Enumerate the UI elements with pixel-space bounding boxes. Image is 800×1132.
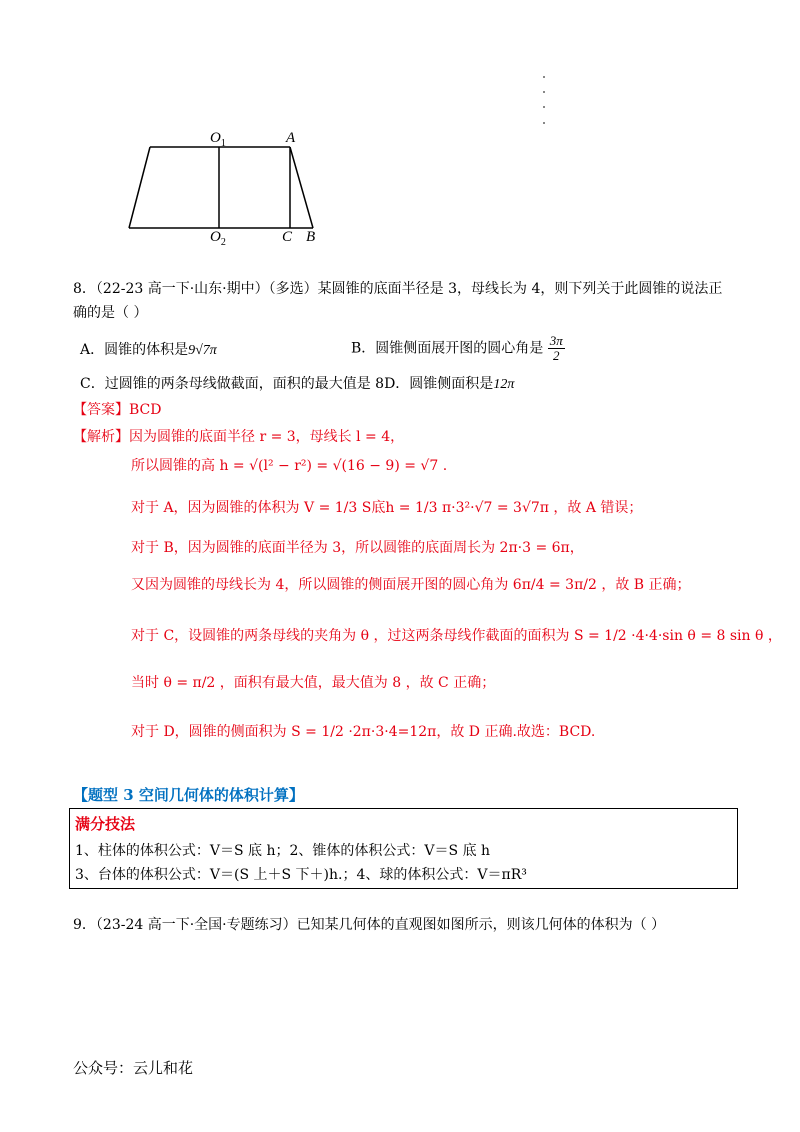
q8-number: 8． — [73, 281, 96, 297]
analysis-label: 【解析】 — [73, 429, 129, 445]
q8-option-c[interactable]: C．过圆锥的两条母线做截面，面积的最大值是 8 — [80, 376, 385, 392]
answer-label: 【答案】 — [73, 402, 129, 418]
analysis-line1: 【解析】因为圆锥的底面半径 r = 3，母线长 l = 4， — [73, 429, 405, 445]
q9-text: （23-24 高一下·全国·专题练习）已知某几何体的直观图如图所示，则该几何体的体积为（ ） — [95, 917, 666, 933]
q9-line — [73, 915, 665, 935]
q8-stem: 某圆锥的底面半径是 3，母线长为 4，则下列关于此圆锥的说法正 — [317, 281, 723, 297]
margin-dot — [543, 106, 545, 108]
analysis-line3: 对于 A，因为圆锥的体积为 V = 1/3 S底h = 1/3 π·3²·√7 = 3√7π ，故 A 错误； — [131, 500, 643, 516]
q8-option-a[interactable]: A．圆锥的体积是9√7π — [80, 342, 217, 358]
analysis-line7: 当时 θ = π/2 ，面积有最大值，最大值为 8 ，故 C 正确； — [131, 675, 496, 691]
tips-box — [69, 808, 738, 889]
q8-option-d[interactable]: D．圆锥侧面积是 — [384, 376, 494, 392]
margin-dot — [543, 122, 545, 124]
footer-text: 公众号：云儿和花 — [73, 1059, 194, 1077]
analysis-line6: 对于 C，设圆锥的两条母线的夹角为 θ ，过这两条母线作截面的面积为 S = 1/2 ·4·4·sin θ = 8 sin θ ， — [131, 628, 782, 644]
q8-option-b[interactable]: B．圆锥侧面展开图的圆心角是 $\frac{3\pi}{2}$ — [351, 333, 563, 363]
analysis-line2: 所以圆锥的高 h = √(l² − r²) = √(16 − 9) = √7 . — [131, 458, 448, 474]
label-o2: $O_2$ — [210, 229, 226, 248]
analysis-line5: 又因为圆锥的母线长为 4，所以圆锥的侧面展开图的圆心角为 6π/4 = 3π/2 ，故 B 正确； — [131, 577, 691, 593]
tips-line2: 3、台体的体积公式：V＝(S 上＋S 下＋)h.；4、球的体积公式：V＝πR³ — [75, 867, 527, 883]
q8-option-c-d[interactable]: C．过圆锥的两条母线做截面，面积的最大值是 8D．圆锥侧面积是12π — [80, 376, 515, 392]
answer-value: BCD — [129, 402, 162, 418]
label-b: B — [306, 229, 316, 245]
label-a: A — [286, 130, 296, 146]
label-c: C — [282, 229, 293, 245]
q8-line2: 确的是（ ） — [73, 305, 148, 321]
section-title: 【题型 3 空间几何体的体积计算】 — [73, 786, 304, 804]
margin-dot — [543, 76, 545, 78]
margin-dot — [543, 91, 545, 93]
analysis-line8: 对于 D，圆锥的侧面积为 S = 1/2 ·2π·3·4=12π，故 D 正确.故选：BCD. — [131, 724, 596, 740]
q8-source: （22-23 高一下·山东·期中）（多选） — [95, 281, 318, 297]
tips-line1: 1、柱体的体积公式：V＝S 底 h；2、锥体的体积公式：V＝S 底 h — [75, 843, 491, 859]
q8-line1 — [73, 279, 722, 299]
tips-title: 满分技法 — [75, 815, 136, 833]
answer-line — [73, 400, 161, 420]
label-o1: $O_1$ — [210, 130, 226, 149]
q9-number: 9． — [73, 917, 96, 933]
analysis-line4: 对于 B，因为圆锥的底面半径为 3，所以圆锥的底面周长为 2π·3 = 6π， — [131, 540, 584, 556]
